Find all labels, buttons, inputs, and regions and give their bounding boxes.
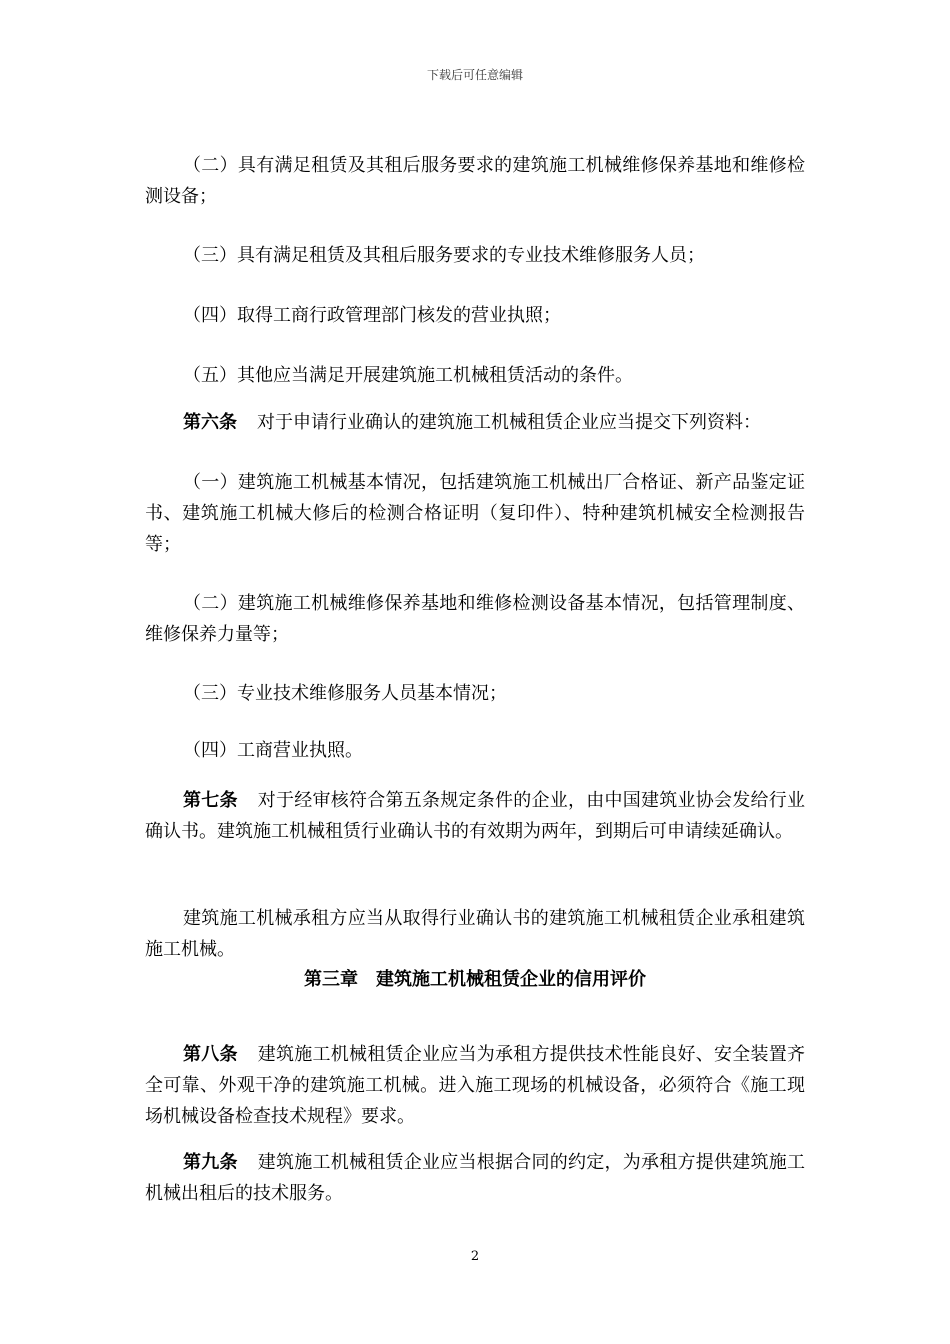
article-9: 第九条 建筑施工机械租赁企业应当根据合同的约定，为承租方提供建筑施工机械出租后的技术服务。	[145, 1152, 805, 1204]
clause-2-1: （二）具有满足租赁及其租后服务要求的建筑施工机械维修保养基地和维修检测设备；	[145, 155, 805, 207]
clause-2-2: （二）建筑施工机械维修保养基地和维修检测设备基本情况，包括管理制度、维修保养力量等；	[145, 593, 805, 645]
clause-4-1: （四）取得工商行政管理部门核发的营业执照；	[183, 305, 561, 326]
clause-3-1: （三）具有满足租赁及其租后服务要求的专业技术维修服务人员；	[183, 245, 705, 266]
clause-4-2: （四）工商营业执照。	[183, 740, 363, 761]
page-header: 下载后可任意编辑	[426, 68, 523, 82]
article-6-number: 第六条	[183, 412, 237, 433]
article-8-number: 第八条	[183, 1044, 238, 1065]
article-7: 第七条 对于经审核符合第五条规定条件的企业，由中国建筑业协会发给行业确认书。建筑施工机械租赁行业确认书的有效期为两年，到期后可申请续延确认。	[145, 790, 805, 842]
chapter-title: 第三章 建筑施工机械租赁企业的信用评价	[304, 969, 646, 990]
article-7-number: 第七条	[183, 790, 238, 811]
article-6: 第六条 对于申请行业确认的建筑施工机械租赁企业应当提交下列资料：	[183, 412, 761, 433]
clause-3-2: （三）专业技术维修服务人员基本情况；	[183, 683, 507, 704]
lessee-paragraph: 建筑施工机械承租方应当从取得行业确认书的建筑施工机械租赁企业承租建筑施工机械。	[145, 908, 805, 960]
article-9-number: 第九条	[183, 1152, 238, 1173]
article-8: 第八条 建筑施工机械租赁企业应当为承租方提供技术性能良好、安全装置齐全可靠、外观干净的建筑施工机械。进入施工现场的机械设备，必须符合《施工现场机械设备检查技术规程》要求。	[145, 1044, 805, 1127]
page-number: 2	[470, 1249, 480, 1264]
clause-5-1: （五）其他应当满足开展建筑施工机械租赁活动的条件。	[183, 365, 633, 386]
clause-1-2: （一）建筑施工机械基本情况，包括建筑施工机械出厂合格证、新产品鉴定证书、建筑施工机械大修后的检测合格证明（复印件）、特种建筑机械安全检测报告等；	[145, 472, 805, 555]
